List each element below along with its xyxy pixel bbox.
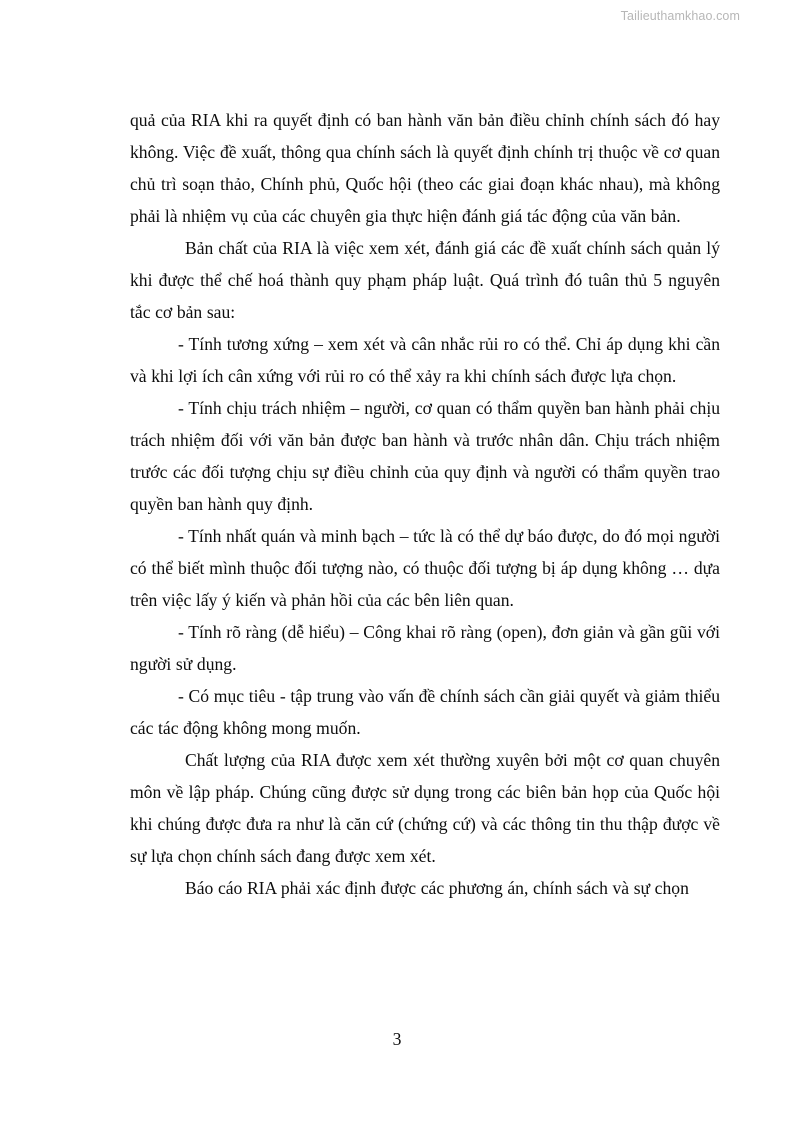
paragraph-6: - Tính rõ ràng (dễ hiểu) – Công khai rõ ràng (open), đơn giản và gần gũi với người sử dụng.	[130, 622, 720, 674]
watermark-text: Tailieuthamkhao.com	[620, 9, 740, 23]
page-number: 3	[392, 1029, 402, 1049]
paragraph-7: - Có mục tiêu - tập trung vào vấn đề chính sách cần giải quyết và giảm thiểu các tác động không mong muốn.	[130, 686, 720, 738]
paragraph-3: - Tính tương xứng – xem xét và cân nhắc rủi ro có thể. Chỉ áp dụng khi cần và khi lợi ích cân xứng với rủi ro có thể xảy ra khi chính sách được lựa chọn.	[130, 334, 720, 386]
paragraph-2: Bản chất của RIA là việc xem xét, đánh giá các đề xuất chính sách quản lý khi được thể chế hoá thành quy phạm pháp luật. Quá trình đó tuân thủ 5 nguyên tắc cơ bản sau:	[130, 238, 720, 322]
paragraph-9: Báo cáo RIA phải xác định được các phương án, chính sách và sự chọn	[185, 878, 689, 898]
paragraph-5: - Tính nhất quán và minh bạch – tức là có thể dự báo được, do đó mọi người có thể biết mình thuộc đối tượng nào, có thuộc đối tượng bị áp dụng không … dựa trên việc lấy ý kiến và phản hồi của các bên liên quan.	[130, 526, 720, 610]
paragraph-4: - Tính chịu trách nhiệm – người, cơ quan có thẩm quyền ban hành phải chịu trách nhiệm đối với văn bản được ban hành và trước nhân dân. Chịu trách nhiệm trước các đối tượng chịu sự điều chỉnh của quy định và người có thẩm quyền trao quyền ban hành quy định.	[130, 398, 720, 514]
paragraph-1: quả của RIA khi ra quyết định có ban hành văn bản điều chỉnh chính sách đó hay không. Việc đề xuất, thông qua chính sách là quyết định chính trị thuộc về cơ quan chủ trì soạn thảo, Chính phủ, Quốc hội (theo các giai đoạn khác nhau), mà không phải là nhiệm vụ của các chuyên gia thực hiện đánh giá tác động của văn bản.	[130, 110, 720, 226]
paragraph-8: Chất lượng của RIA được xem xét thường xuyên bởi một cơ quan chuyên môn về lập pháp. Chúng cũng được sử dụng trong các biên bản họp của Quốc hội khi chúng được đưa ra như là căn cứ (chứng cứ) và các thông tin thu thập được về sự lựa chọn chính sách đang được xem xét.	[130, 750, 720, 866]
document-body	[130, 104, 720, 904]
